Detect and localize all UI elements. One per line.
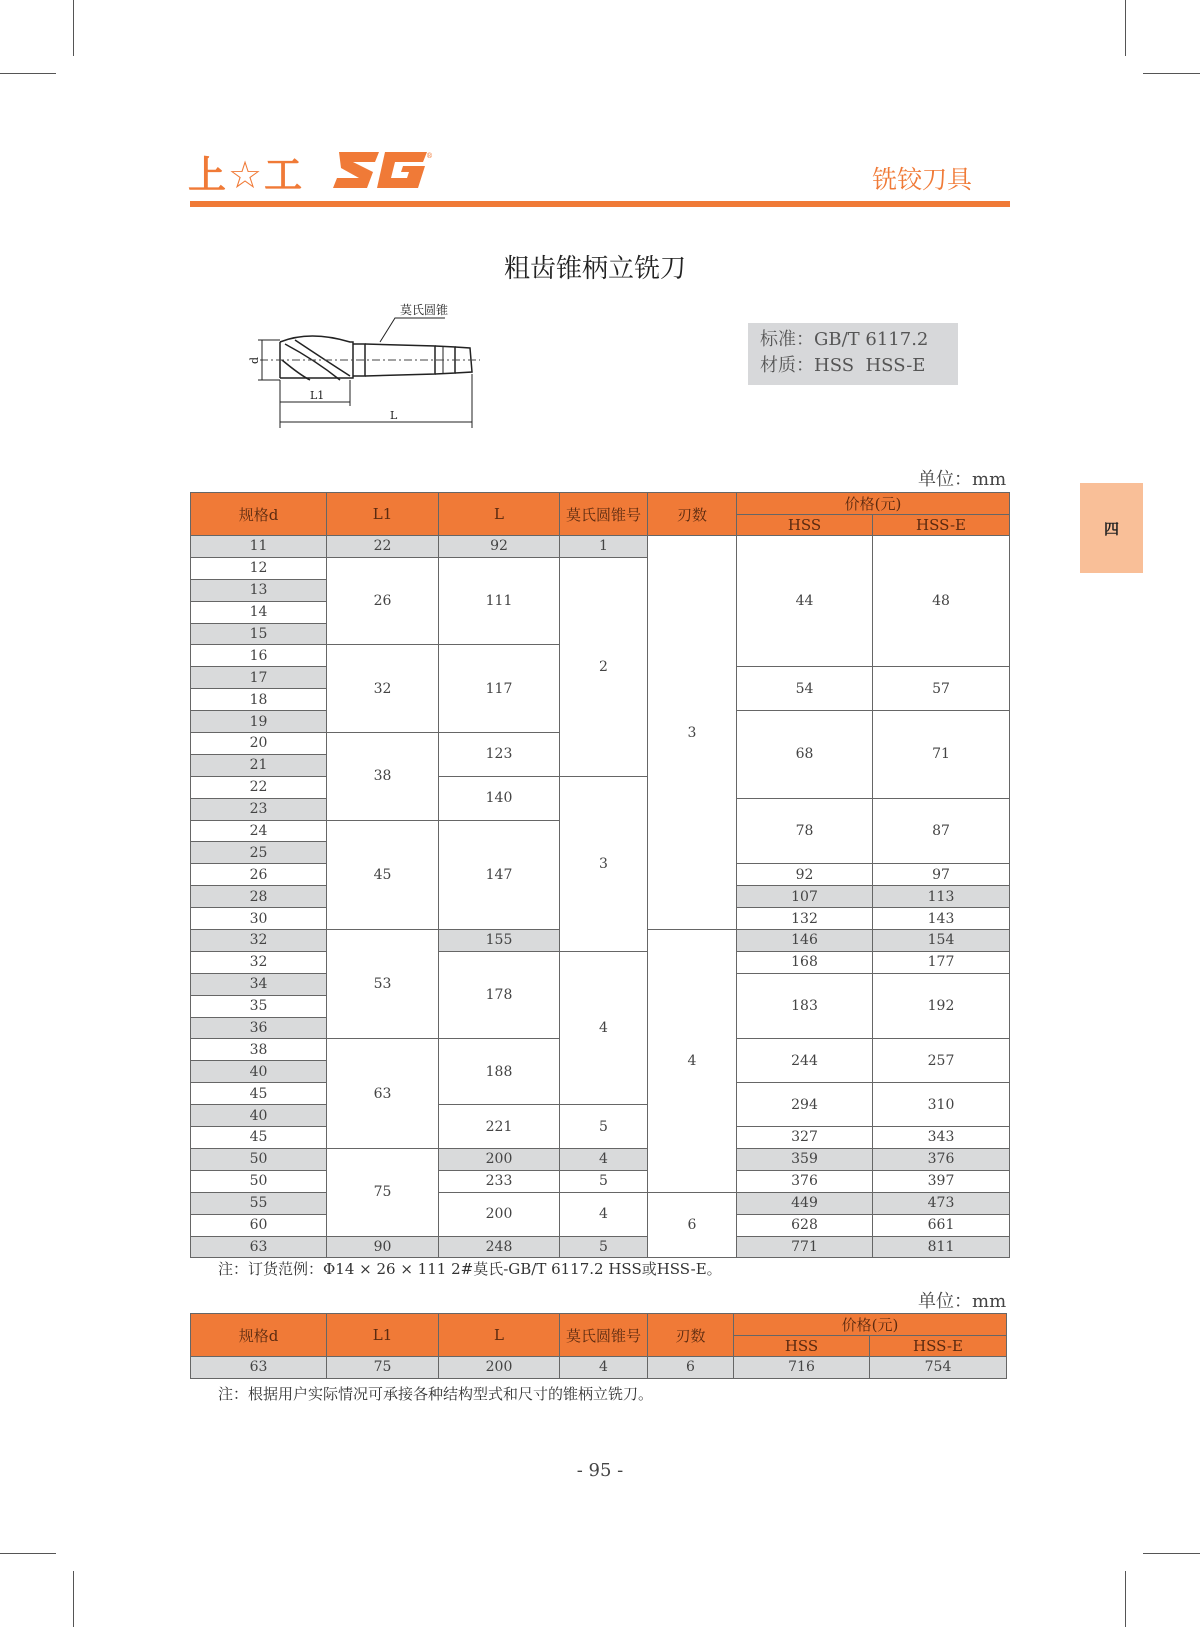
crop-mark: [1143, 1553, 1200, 1554]
cell-d: 34: [191, 973, 327, 995]
cell-L1: 45: [327, 820, 439, 929]
page-title: 粗齿锥柄立铣刀: [503, 254, 686, 284]
cell-hss: 107: [737, 886, 873, 908]
col-header-L: L: [439, 1314, 560, 1357]
cell-hss: 78: [737, 798, 873, 864]
cell-d: 55: [191, 1192, 327, 1214]
cell-d: 25: [191, 842, 327, 864]
cell-hsse: 811: [873, 1236, 1010, 1258]
cell-morse: 5: [560, 1170, 648, 1192]
cell-hss: 54: [737, 667, 873, 711]
cell-d: 13: [191, 579, 327, 601]
cell-hsse: 57: [873, 667, 1010, 711]
cell-hss: 294: [737, 1083, 873, 1127]
spec-box: [748, 323, 958, 385]
col-header-morse: 莫氏圆锥号: [560, 1314, 648, 1357]
cell-d: 19: [191, 711, 327, 733]
cell-morse: 3: [560, 776, 648, 951]
cell-L1: 22: [327, 536, 439, 558]
cell-hsse: 97: [873, 864, 1010, 886]
cell-L1: 75: [327, 1148, 439, 1236]
cell-d: 30: [191, 908, 327, 930]
cell-hsse: 143: [873, 908, 1010, 930]
cell-d: 17: [191, 667, 327, 689]
cell-L: 155: [439, 930, 560, 952]
crop-mark: [1125, 1571, 1126, 1627]
cell-L: 92: [439, 536, 560, 558]
cell-hss: 92: [737, 864, 873, 886]
cell-hsse: 154: [873, 930, 1010, 952]
cell-d: 32: [191, 951, 327, 973]
table-row: [191, 1170, 1010, 1192]
taper-label: 莫氏圆锥: [400, 303, 449, 317]
page-number: - 95 -: [576, 1460, 624, 1481]
cell-hsse: 473: [873, 1192, 1010, 1214]
cell-d: 28: [191, 886, 327, 908]
dimension-d: d: [248, 356, 261, 364]
cell-L1: 53: [327, 930, 439, 1039]
cell-L1: 63: [327, 1039, 439, 1148]
cell-flutes: 6: [648, 1192, 737, 1258]
cell-d: 45: [191, 1127, 327, 1149]
crop-mark: [73, 1571, 74, 1627]
cell-morse: 5: [560, 1105, 648, 1149]
cell-hsse: 397: [873, 1170, 1010, 1192]
cell-hss: 327: [737, 1127, 873, 1149]
cell-hss: 771: [737, 1236, 873, 1258]
cell-hss: 359: [737, 1148, 873, 1170]
cell-hsse: 71: [873, 711, 1010, 799]
cell-L: 200: [439, 1357, 560, 1379]
cell-L: 200: [439, 1192, 560, 1236]
col-header-d: 规格d: [191, 493, 327, 536]
cell-hsse: 310: [873, 1083, 1010, 1127]
cell-flutes: 3: [648, 536, 737, 930]
cell-d: 12: [191, 557, 327, 579]
cell-L: 221: [439, 1105, 560, 1149]
table-row: [191, 1192, 1010, 1214]
col-header-price: 价格(元): [737, 493, 1010, 515]
cell-L1: 38: [327, 733, 439, 821]
col-header-hss: HSS: [737, 515, 873, 536]
cell-L: 188: [439, 1039, 560, 1105]
brand-logo-chinese: 上☆工: [188, 153, 305, 197]
cell-L1: 32: [327, 645, 439, 733]
cell-L: 178: [439, 951, 560, 1039]
cell-morse: 2: [560, 557, 648, 776]
order-example-note: 注：订货范例：Φ14 × 26 × 111 2#莫氏-GB/T 6117.2 HSS或HSS-E。: [218, 1260, 722, 1278]
svg-text:®: ®: [426, 152, 433, 160]
section-title: 铣铰刀具: [871, 165, 972, 194]
cell-hss: 183: [737, 973, 873, 1039]
crop-mark: [0, 73, 56, 74]
brand-logo-sg: [333, 150, 431, 190]
cell-hss: 132: [737, 908, 873, 930]
cell-flutes: 6: [648, 1357, 734, 1379]
cell-d: 50: [191, 1170, 327, 1192]
cell-L: 123: [439, 733, 560, 777]
crop-mark: [73, 0, 74, 56]
col-header-hsse: HSS-E: [870, 1336, 1007, 1357]
cell-d: 45: [191, 1083, 327, 1105]
cell-hss: 376: [737, 1170, 873, 1192]
col-header-d: 规格d: [191, 1314, 327, 1357]
cell-d: 40: [191, 1105, 327, 1127]
crop-mark: [1125, 0, 1126, 56]
cell-d: 21: [191, 754, 327, 776]
cell-d: 20: [191, 733, 327, 755]
cell-d: 60: [191, 1214, 327, 1236]
table-row: [191, 1357, 1007, 1379]
cell-hsse: 192: [873, 973, 1010, 1039]
dimension-L1: L1: [310, 389, 325, 402]
cell-L: 200: [439, 1148, 560, 1170]
col-header-flutes: 刃数: [648, 1314, 734, 1357]
cell-L1: 75: [327, 1357, 439, 1379]
cell-hsse: 48: [873, 536, 1010, 667]
cell-hss: 449: [737, 1192, 873, 1214]
cell-L: 233: [439, 1170, 560, 1192]
cell-hss: 168: [737, 951, 873, 973]
table-row: [191, 1148, 1010, 1170]
cell-morse: 5: [560, 1236, 648, 1258]
cell-d: 23: [191, 798, 327, 820]
cell-d: 16: [191, 645, 327, 667]
cell-hsse: 661: [873, 1214, 1010, 1236]
cell-flutes: 4: [648, 930, 737, 1193]
cell-L: 117: [439, 645, 560, 733]
cell-hss: 44: [737, 536, 873, 667]
cell-hss: 716: [734, 1357, 870, 1379]
cell-L: 140: [439, 776, 560, 820]
cell-d: 14: [191, 601, 327, 623]
cell-d: 63: [191, 1357, 327, 1379]
cell-hsse: 343: [873, 1127, 1010, 1149]
cell-hsse: 257: [873, 1039, 1010, 1083]
unit-label-2: 单位：mm: [918, 1291, 1007, 1312]
cell-hss: 244: [737, 1039, 873, 1083]
col-header-hsse: HSS-E: [873, 515, 1010, 536]
col-header-flutes: 刃数: [648, 493, 737, 536]
large-size-table: [190, 1313, 1007, 1379]
end-mill-diagram: [240, 300, 520, 430]
cell-d: 32: [191, 930, 327, 952]
col-header-L: L: [439, 493, 560, 536]
unit-label: 单位：mm: [918, 469, 1007, 490]
col-header-L1: L1: [327, 493, 439, 536]
cell-d: 63: [191, 1236, 327, 1258]
cell-d: 36: [191, 1017, 327, 1039]
col-header-morse: 莫氏圆锥号: [560, 493, 648, 536]
cell-d: 50: [191, 1148, 327, 1170]
cell-d: 26: [191, 864, 327, 886]
cell-morse: 4: [560, 951, 648, 1104]
cell-L: 147: [439, 820, 560, 929]
cell-hsse: 113: [873, 886, 1010, 908]
cell-morse: 4: [560, 1148, 648, 1170]
table-row: [191, 1236, 1010, 1258]
cell-d: 38: [191, 1039, 327, 1061]
cell-d: 24: [191, 820, 327, 842]
crop-mark: [0, 1553, 56, 1554]
cell-morse: 1: [560, 536, 648, 558]
chapter-tab: 四: [1080, 483, 1143, 573]
cell-hss: 628: [737, 1214, 873, 1236]
cell-d: 40: [191, 1061, 327, 1083]
cell-d: 15: [191, 623, 327, 645]
cell-hsse: 87: [873, 798, 1010, 864]
custom-order-note: 注：根据用户实际情况可承接各种结构型式和尺寸的锥柄立铣刀。: [218, 1385, 654, 1403]
cell-L: 111: [439, 557, 560, 645]
cell-L: 248: [439, 1236, 560, 1258]
material-text: 材质：HSS HSS-E: [760, 355, 926, 376]
cell-d: 11: [191, 536, 327, 558]
cell-hsse: 754: [870, 1357, 1007, 1379]
cell-hss: 68: [737, 711, 873, 799]
cell-L1: 26: [327, 557, 439, 645]
standard-text: 标准：GB/T 6117.2: [760, 329, 929, 350]
cell-hss: 146: [737, 930, 873, 952]
cell-d: 18: [191, 689, 327, 711]
table-row: [191, 536, 1010, 558]
col-header-price: 价格(元): [734, 1314, 1007, 1336]
col-header-L1: L1: [327, 1314, 439, 1357]
dimension-L: L: [390, 409, 398, 422]
cell-morse: 4: [560, 1357, 648, 1379]
table-row: [191, 951, 1010, 973]
crop-mark: [1143, 73, 1200, 74]
cell-d: 35: [191, 995, 327, 1017]
cell-hsse: 177: [873, 951, 1010, 973]
cell-hsse: 376: [873, 1148, 1010, 1170]
cell-d: 22: [191, 776, 327, 798]
spec-price-table: [190, 492, 1010, 1258]
cell-L1: 90: [327, 1236, 439, 1258]
header-rule: [190, 201, 1010, 207]
cell-morse: 4: [560, 1192, 648, 1236]
col-header-hss: HSS: [734, 1336, 870, 1357]
